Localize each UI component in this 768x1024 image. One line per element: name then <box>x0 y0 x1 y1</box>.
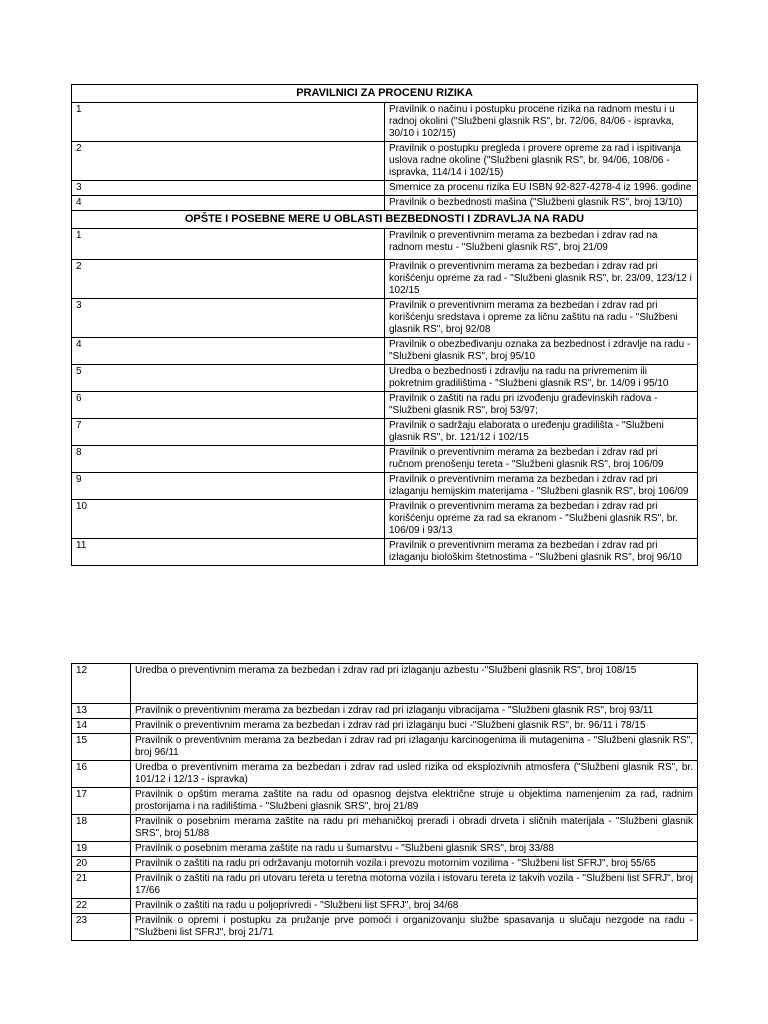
row-number: 4 <box>72 196 385 211</box>
row-text: Pravilnik o preventivnim merama za bezbedan i zdrav rad pri korišćenju sredstava i opreme za ličnu zaštitu na radu - "Službeni glasnik RS", broj 92/08 <box>385 299 698 338</box>
row-text: Pravilnik o sadržaju elaborata o uređenju gradilišta - "Službeni glasnik RS", br. 121/12 i 102/15 <box>385 419 698 446</box>
row-text: Pravilnik o preventivnim merama za bezbedan i zdrav rad pri izlaganju biološkim štetnostima - "Službeni glasnik RS", broj 96/10 <box>385 539 698 566</box>
table-row <box>72 103 698 142</box>
row-text: Pravilnik o bezbednosti mašina ("Službeni glasnik RS", broj 13/10) <box>385 196 698 211</box>
table-body-bottom <box>72 664 698 941</box>
table-row <box>72 539 698 566</box>
row-text: Pravilnik o opremi i postupku za pružanje prve pomoći i organizovanju službe spasavanja u slučaju nezgode na radu - "Službeni list SFRJ", broj 21/71 <box>131 914 698 941</box>
section-header-row <box>72 85 698 103</box>
row-text: Pravilnik o zaštiti na radu u poljoprivredi - "Službeni list SFRJ", broj 34/68 <box>131 899 698 914</box>
table-row <box>72 788 698 815</box>
row-text: Pravilnik o zaštiti na radu pri utovaru tereta u teretna motorna vozila i istovaru tereta iz takvih vozila - "Službeni list SFRJ", broj 17/66 <box>131 872 698 899</box>
table-row <box>72 761 698 788</box>
row-number: 23 <box>72 914 131 941</box>
section-header-row <box>72 211 698 229</box>
row-text: Pravilnik o zaštiti na radu pri održavanju motornih vozila i prevozu motornim vozilima - "Službeni list SFRJ", broj 55/65 <box>131 857 698 872</box>
row-text: Pravilnik o preventivnim merama za bezbedan i zdrav rad pri izlaganju hemijskim materijama - "Službeni glasnik RS", broj 106/09 <box>385 473 698 500</box>
row-number: 2 <box>72 260 385 299</box>
row-text: Pravilnik o obezbeđivanju oznaka za bezbednost i zdravlje na radu - "Službeni glasnik RS", broj 95/10 <box>385 338 698 365</box>
row-text: Smernice za procenu rizika EU ISBN 92-827-4278-4 iz 1996. godine <box>385 181 698 196</box>
row-number: 2 <box>72 142 385 181</box>
row-number: 11 <box>72 539 385 566</box>
row-number: 1 <box>72 229 385 260</box>
row-number: 12 <box>72 664 131 704</box>
table-row <box>72 914 698 941</box>
table-row <box>72 842 698 857</box>
row-number: 16 <box>72 761 131 788</box>
row-text: Uredba o preventivnim merama za bezbedan i zdrav rad pri izlaganju azbestu -"Službeni glasnik RS", broj 108/15 <box>131 664 698 704</box>
row-number: 1 <box>72 103 385 142</box>
row-number: 4 <box>72 338 385 365</box>
table-row <box>72 229 698 260</box>
table-row <box>72 392 698 419</box>
row-text: Pravilnik o posebnim merama zaštite na radu u šumarstvu - "Službeni glasnik SRS", broj 33/88 <box>131 842 698 857</box>
table-row <box>72 365 698 392</box>
row-number: 5 <box>72 365 385 392</box>
row-number: 3 <box>72 181 385 196</box>
table-row <box>72 872 698 899</box>
row-text: Pravilnik o preventivnim merama za bezbedan i zdrav rad pri korišćenju opreme za rad sa ekranom - "Službeni glasnik RS", br. 106/09 i 93/13 <box>385 500 698 539</box>
row-number: 18 <box>72 815 131 842</box>
row-text: Pravilnik o preventivnim merama za bezbedan i zdrav rad pri izlaganju buci -"Službeni glasnik RS", br. 96/11 i 78/15 <box>131 719 698 734</box>
row-text: Pravilnik o načinu i postupku procene rizika na radnom mestu i u radnoj okolini ("Službeni glasnik RS", br. 72/06, 84/06 - ispravka, 30/10 i 102/15) <box>385 103 698 142</box>
row-text: Pravilnik o preventivnim merama za bezbedan i zdrav rad pri korišćenju opreme za rad - "Službeni glasnik RS", br. 23/09, 123/12 i 102/15 <box>385 260 698 299</box>
row-number: 6 <box>72 392 385 419</box>
table-row <box>72 500 698 539</box>
row-text: Pravilnik o postupku pregleda i provere opreme za rad i ispitivanja uslova radne okoline ("Službeni glasnik RS", br. 94/06, 108/06 - ispravka, 114/14 i 102/15) <box>385 142 698 181</box>
row-text: Pravilnik o preventivnim merama za bezbedan i zdrav rad pri izlaganju vibracijama - "Službeni glasnik RS", broj 93/11 <box>131 704 698 719</box>
table-row <box>72 664 698 704</box>
row-text: Uredba o preventivnim merama za bezbedan i zdrav rad usled rizika od eksplozivnih atmosfera ("Službeni glasnik RS", br. 101/12 i 12/13 - ispravka) <box>131 761 698 788</box>
row-number: 22 <box>72 899 131 914</box>
row-number: 9 <box>72 473 385 500</box>
row-text: Pravilnik o preventivnim merama za bezbedan i zdrav rad na radnom mestu - "Službeni glasnik RS", broj 21/09 <box>385 229 698 260</box>
row-text: Pravilnik o preventivnim merama za bezbedan i zdrav rad pri ručnom prenošenju tereta - "Službeni glasnik RS", broj 106/09 <box>385 446 698 473</box>
row-number: 21 <box>72 872 131 899</box>
table-row <box>72 719 698 734</box>
regulations-table-page-top <box>71 84 698 566</box>
table-row <box>72 704 698 719</box>
row-number: 14 <box>72 719 131 734</box>
table-row <box>72 299 698 338</box>
row-number: 3 <box>72 299 385 338</box>
table-row <box>72 196 698 211</box>
table-row <box>72 473 698 500</box>
row-number: 19 <box>72 842 131 857</box>
table-row <box>72 815 698 842</box>
regulations-table-page-bottom <box>71 663 698 941</box>
table-row <box>72 181 698 196</box>
section-title-risk-assessment: PRAVILNICI ZA PROCENU RIZIKA <box>72 85 698 103</box>
row-text: Pravilnik o preventivnim merama za bezbedan i zdrav rad pri izlaganju karcinogenima ili mutagenima - "Službeni glasnik RS", broj 96/11 <box>131 734 698 761</box>
row-text: Uredba o bezbednosti i zdravlju na radu na privremenim ili pokretnim gradilištima - "Službeni glasnik RS", br. 14/09 i 95/10 <box>385 365 698 392</box>
table-row <box>72 338 698 365</box>
table-row <box>72 142 698 181</box>
row-text: Pravilnik o posebnim merama zaštite na radu pri mehaničkoj preradi i obradi drveta i sličnih materijala - "Službeni glasnik SRS", broj 51/88 <box>131 815 698 842</box>
table-row <box>72 446 698 473</box>
table-row <box>72 734 698 761</box>
row-text: Pravilnik o opštim merama zaštite na radu od opasnog dejstva električne struje u objektima namenjenim za rad, radnim prostorijama i na radilištima - "Službeni glasnik SRS", broj 21/89 <box>131 788 698 815</box>
row-number: 7 <box>72 419 385 446</box>
table-row <box>72 857 698 872</box>
table-row <box>72 260 698 299</box>
row-number: 17 <box>72 788 131 815</box>
row-text: Pravilnik o zaštiti na radu pri izvođenju građevinskih radova - "Službeni glasnik RS", broj 53/97; <box>385 392 698 419</box>
section-title-general-measures: OPŠTE I POSEBNE MERE U OBLASTI BEZBEDNOSTI I ZDRAVLJA NA RADU <box>72 211 698 229</box>
table-row <box>72 419 698 446</box>
table-body-top <box>72 85 698 566</box>
row-number: 8 <box>72 446 385 473</box>
row-number: 10 <box>72 500 385 539</box>
row-number: 15 <box>72 734 131 761</box>
row-number: 20 <box>72 857 131 872</box>
row-number: 13 <box>72 704 131 719</box>
table-row <box>72 899 698 914</box>
